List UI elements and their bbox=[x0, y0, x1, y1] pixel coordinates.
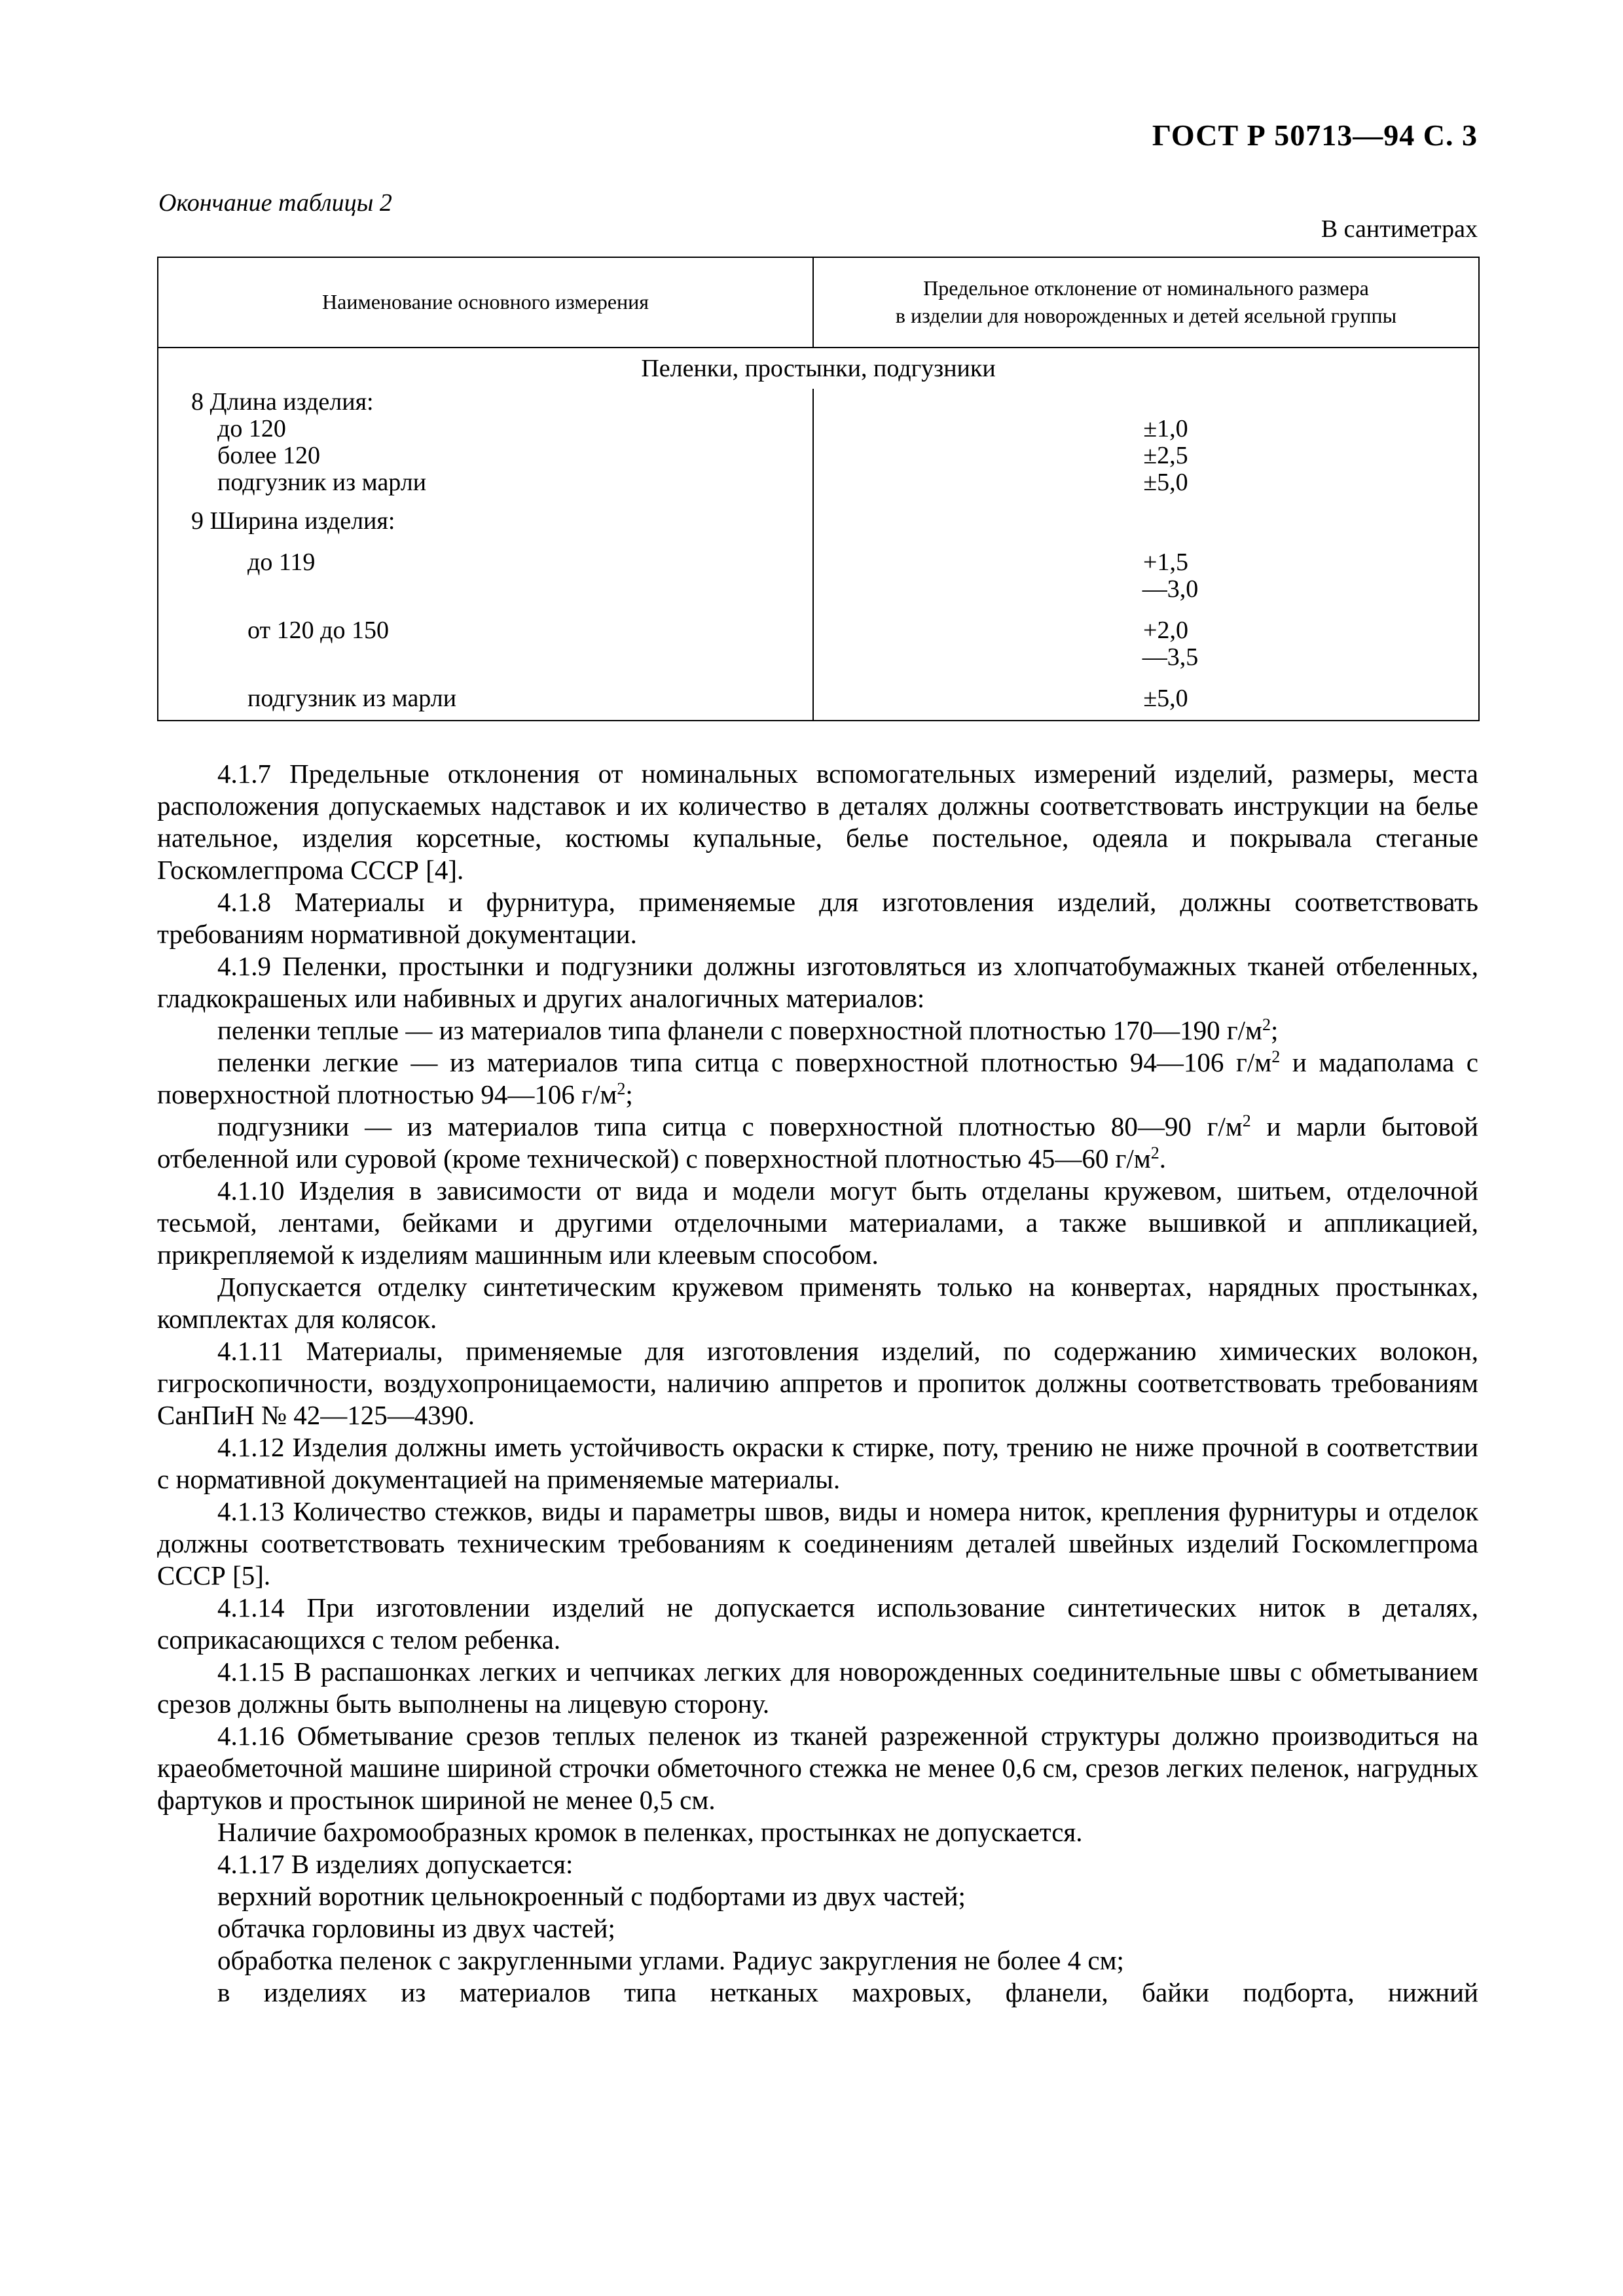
paragraph-4-1-16-b: Наличие бахромообразных кромок в пеленках, простынках не допускается. bbox=[217, 1817, 1083, 1847]
item-9-value2-plus: +2,0 bbox=[1143, 617, 1188, 644]
paragraph-4-1-8: 4.1.8 Материалы и фурнитура, применяемые для изготовления изделий, должны соответствовать требованиям нормативной документации. bbox=[157, 887, 1478, 949]
item-9-value3: ±5,0 bbox=[1143, 685, 1188, 712]
table-group-row: Пеленки, простынки, подгузники bbox=[158, 348, 1479, 389]
item-9-sub3: подгузник из марли bbox=[247, 685, 457, 712]
paragraph-4-1-13: 4.1.13 Количество стежков, виды и параметры швов, виды и номера ниток, крепления фурнитуры и отделок должны соответствовать техническим требованиям к соединениям деталей швейных изделий Госкомлегпрома СССР [5]. bbox=[157, 1496, 1478, 1590]
item-8-title: 8 Длина изделия: bbox=[191, 388, 374, 416]
paragraph-4-1-17-d: в изделиях из материалов типа нетканых махровых, фланели, байки подборта, нижний bbox=[217, 1977, 1478, 2007]
paragraph-4-1-9-light-text: пеленки легкие — из материалов типа ситца с поверхностной плотностью 94—106 г/м bbox=[217, 1047, 1272, 1077]
punctuation: ; bbox=[625, 1079, 633, 1109]
paragraph-4-1-10-b: Допускается отделку синтетическим кружевом применять только на конвертах, нарядных простынках, комплектах для колясок. bbox=[157, 1272, 1478, 1334]
item-8-value2: ±2,5 bbox=[1143, 442, 1188, 469]
superscript: 2 bbox=[1271, 1047, 1281, 1066]
item-9-title: 9 Ширина изделия: bbox=[191, 507, 395, 535]
column-header-name-text: Наименование основного измерения bbox=[322, 290, 649, 314]
paragraph-4-1-14: 4.1.14 При изготовлении изделий не допускается использование синтетических ниток в деталях, соприкасающихся с телом ребенка. bbox=[157, 1592, 1478, 1655]
paragraph-4-1-9-diapers bbox=[157, 1111, 1478, 1175]
paragraph-4-1-10: 4.1.10 Изделия в зависимости от вида и модели могут быть отделаны кружевом, шитьем, отделочной тесьмой, лентами, бейками и другими отделочными материалами, а также вышивкой и аппликацией, прикрепляемой к изделиям машинным или клеевым способом. bbox=[157, 1175, 1478, 1270]
paragraph-4-1-9-diapers-text: подгузники — из материалов типа ситца с поверхностной плотностью 80—90 г/м bbox=[217, 1111, 1243, 1141]
item-9-value1-minus: —3,0 bbox=[1142, 575, 1199, 603]
superscript: 2 bbox=[1242, 1111, 1251, 1130]
column-header-deviation bbox=[813, 257, 1479, 348]
paragraph-4-1-9-light-text2: и мадаполама с поверхностной плотностью 94—106 г/м bbox=[157, 1047, 1479, 1109]
item-8-value3: ±5,0 bbox=[1143, 469, 1188, 496]
paragraph-4-1-9: 4.1.9 Пеленки, простынки и подгузники должны изготовляться из хлопчатобумажных тканей отбеленных, гладкокрашеных или набивных и других аналогичных материалов: bbox=[157, 951, 1478, 1013]
superscript: 2 bbox=[1150, 1143, 1159, 1162]
paragraph-4-1-9-light bbox=[157, 1047, 1478, 1111]
item-8-value1: ±1,0 bbox=[1143, 415, 1188, 442]
column-header-deviation-line1: Предельное отклонение от номинального размера bbox=[923, 276, 1369, 300]
paragraph-4-1-17: 4.1.17 В изделиях допускается: bbox=[217, 1849, 574, 1879]
body-text bbox=[157, 758, 1478, 2009]
item-8-sub3: подгузник из марли bbox=[217, 469, 427, 496]
document-code: ГОСТ Р 50713—94 С. 3 bbox=[1152, 118, 1478, 152]
column-header-name bbox=[158, 257, 813, 348]
column-header-deviation-line2: в изделии для новорожденных и детей ясельной группы bbox=[895, 304, 1397, 327]
table-caption: Окончание таблицы 2 bbox=[158, 189, 392, 217]
paragraph-4-1-7: 4.1.7 Предельные отклонения от номинальных вспомогательных измерений изделий, размеры, места расположения допускаемых надставок и их количество в деталях должны соответствовать инструкции на белье нательное, изделия корсетные, костюмы купальные, белье постельное, одеяла и покрывала стеганые Госкомлегпрома СССР [4]. bbox=[157, 759, 1478, 885]
superscript: 2 bbox=[617, 1079, 626, 1098]
paragraph-4-1-17-a: верхний воротник цельнокроенный с подбортами из двух частей; bbox=[217, 1881, 966, 1911]
item-9-value2-minus: —3,5 bbox=[1142, 643, 1199, 671]
paragraph-4-1-12: 4.1.12 Изделия должны иметь устойчивость окраски к стирке, поту, трению не ниже прочной в соответствии с нормативной документацией на применяемые материалы. bbox=[157, 1432, 1478, 1494]
table-cell-names bbox=[158, 389, 813, 721]
paragraph-4-1-15: 4.1.15 В распашонках легких и чепчиках легких для новорожденных соединительные швы с обметыванием срезов должны быть выполнены на лицевую сторону. bbox=[157, 1657, 1478, 1719]
superscript: 2 bbox=[1262, 1015, 1271, 1034]
item-9-sub1: до 119 bbox=[247, 548, 316, 576]
paragraph-4-1-9-warm-text: пеленки теплые — из материалов типа фланели с поверхностной плотностью 170—190 г/м bbox=[217, 1015, 1262, 1045]
paragraph-4-1-11: 4.1.11 Материалы, применяемые для изготовления изделий, по содержанию химических волокон, гигроскопичности, воздухопроницаемости, наличию аппретов и пропиток должны соответствовать требованиям СанПиН № 42—125—4390. bbox=[157, 1336, 1478, 1430]
paragraph-4-1-9-diapers-text2: и марли бытовой отбеленной или суровой (кроме технической) с поверхностной плотностью 45—60 г/м bbox=[157, 1111, 1478, 1174]
item-9-value1-plus: +1,5 bbox=[1143, 548, 1188, 576]
paragraph-4-1-17-b: обтачка горловины из двух частей; bbox=[217, 1913, 615, 1943]
punctuation: ; bbox=[1270, 1015, 1279, 1045]
item-9-sub2: от 120 до 150 bbox=[247, 617, 389, 644]
punctuation: . bbox=[1159, 1143, 1167, 1174]
table-cell-values bbox=[813, 389, 1479, 721]
units-note: В сантиметрах bbox=[1321, 215, 1478, 243]
spec-table bbox=[157, 257, 1478, 721]
paragraph-4-1-17-c: обработка пеленок с закругленными углами. Радиус закругления не более 4 см; bbox=[217, 1945, 1124, 1975]
paragraph-4-1-16: 4.1.16 Обметывание срезов теплых пеленок из тканей разреженной структуры должно производиться на краеобметочной машине шириной строчки обметочного стежка не менее 0,6 см, срезов легких пеленок, нагрудных фартуков и простынок шириной не менее 0,5 см. bbox=[157, 1721, 1478, 1815]
paragraph-4-1-9-warm bbox=[157, 1014, 1478, 1047]
item-8-sub2: более 120 bbox=[217, 442, 321, 469]
item-8-sub1: до 120 bbox=[217, 415, 286, 442]
